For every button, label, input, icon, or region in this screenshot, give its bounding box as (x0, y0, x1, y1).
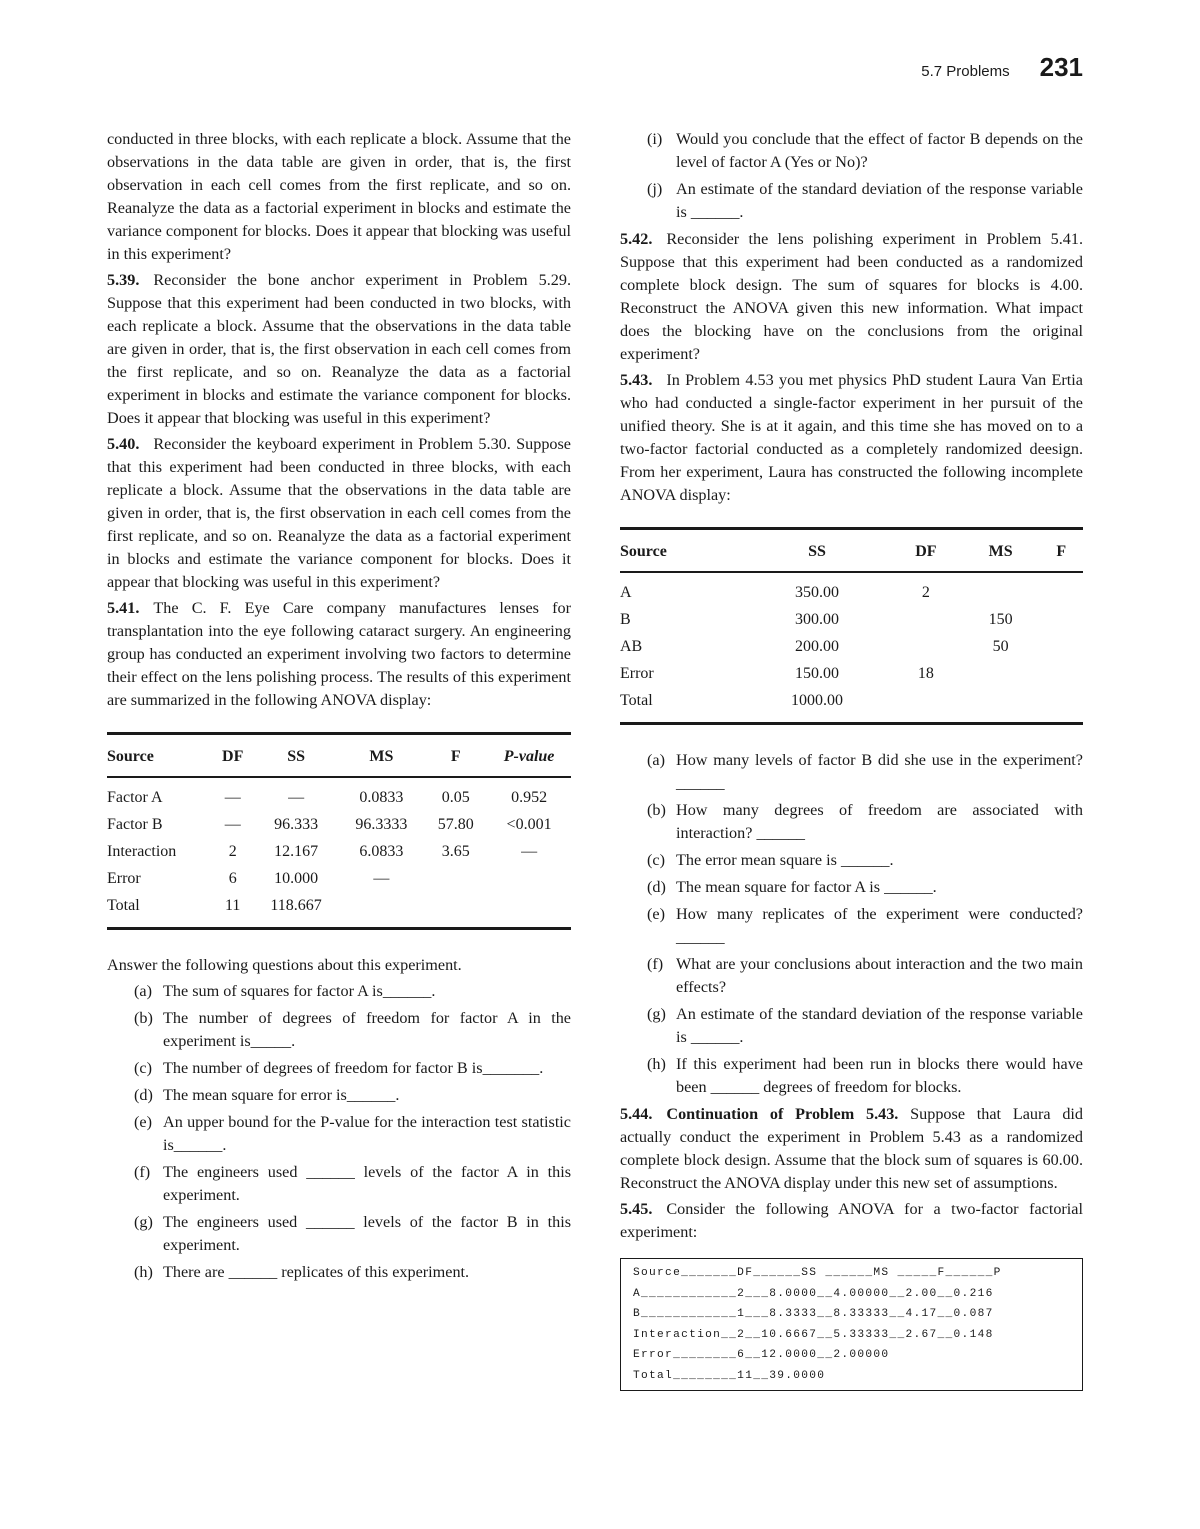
table-cell (962, 660, 1040, 687)
problem-number: 5.44. (620, 1105, 653, 1123)
anova-table-5-43 (620, 527, 1083, 725)
table-cell: 300.00 (794, 611, 839, 628)
table-cell (890, 687, 961, 724)
item-label: (d) (134, 1086, 153, 1104)
question-list-5-41-continued (620, 128, 1083, 224)
table-cell (424, 865, 487, 892)
table-cell (1040, 687, 1083, 724)
list-item (107, 1261, 571, 1284)
output-line: Source_______DF______SS ______MS _____F______P (633, 1267, 1002, 1279)
item-text: What are your conclusions about interaction and the two main effects? (676, 955, 1083, 996)
item-text: The mean square for error is______. (163, 1086, 400, 1104)
list-item (620, 1053, 1083, 1099)
table-cell: — (521, 843, 538, 860)
list-item (620, 849, 1083, 872)
item-text: The number of degrees of freedom for factor A in the experiment is_____. (163, 1009, 571, 1050)
table-cell: A (620, 584, 632, 601)
item-label: (e) (134, 1113, 152, 1131)
list-item (107, 1007, 571, 1053)
table-cell: Interaction (107, 843, 177, 860)
list-item (620, 953, 1083, 999)
item-text: If this experiment had been run in blocks there would have been ______ degrees of freedom for blocks. (676, 1055, 1083, 1096)
table-cell: 350.00 (794, 584, 839, 601)
table-cell: 11 (212, 892, 254, 929)
question-list-5-43 (620, 749, 1083, 1099)
item-text: The number of degrees of freedom for factor B is_______. (163, 1059, 544, 1077)
item-label: (a) (134, 982, 152, 1000)
table-row (107, 865, 571, 892)
item-label: (c) (134, 1059, 152, 1077)
output-line: B____________1___8.3333__8.33333__4.17__0.087 (633, 1308, 994, 1320)
problem-5-42 (620, 228, 1083, 366)
problem-number: 5.39. (107, 271, 140, 289)
item-text: An estimate of the standard deviation of the response variable is ______. (676, 1005, 1083, 1046)
problem-text: Suppose that Laura did actually conduct the experiment in Problem 5.43 as a randomized complete block design. Assume that the block sum of squares is 60.00. Reconstruct the ANOVA display under this new set of assumptions. (620, 1105, 1084, 1192)
table-cell (890, 606, 961, 633)
col-header: MS (339, 734, 425, 778)
table-row (620, 572, 1083, 606)
table-cell: <0.001 (506, 816, 552, 833)
item-text: Would you conclude that the effect of factor B depends on the level of factor A (Yes or No)? (676, 130, 1083, 171)
table-cell (1040, 633, 1083, 660)
problem-5-45 (620, 1198, 1083, 1244)
table-cell: 2 (228, 843, 237, 860)
list-item (107, 1111, 571, 1157)
table-cell (424, 892, 487, 929)
problem-number: 5.41. (107, 599, 140, 617)
list-item (107, 980, 571, 1003)
anova-output-5-45 (620, 1258, 1083, 1391)
table-cell (962, 687, 1040, 724)
problem-title: Continuation of Problem 5.43. (666, 1105, 899, 1123)
list-item (620, 749, 1083, 795)
table-cell: Factor A (107, 789, 163, 806)
item-label: (b) (134, 1009, 153, 1027)
table-cell: 96.3333 (355, 816, 408, 833)
item-text: The engineers used ______ levels of the factor A in this experiment. (163, 1163, 571, 1204)
table-cell: Factor B (107, 816, 163, 833)
problem-text: Reconsider the bone anchor experiment in Problem 5.29. Suppose that this experiment had been conducted in two blocks, with each replicate a block. Assume that the observations in the data table are given in order, that is, the first observation in each cell comes from the first replicate, and so on. Reanalyze the data as a factorial experiment in blocks and estimate the variance component for blocks. Does it appear that blocking was useful in this experiment? (107, 271, 571, 427)
table-cell: 2 (921, 584, 930, 601)
table-cell (1040, 660, 1083, 687)
table-cell (890, 633, 961, 660)
item-text: The mean square for factor A is ______. (676, 878, 937, 896)
page-number: 231 (1039, 52, 1083, 82)
table-cell: 0.0833 (359, 789, 404, 806)
item-label: (i) (647, 130, 663, 148)
item-label: (e) (647, 905, 665, 923)
table-cell: — (224, 816, 241, 833)
table-header-row (620, 529, 1083, 573)
item-text: The sum of squares for factor A is______. (163, 982, 436, 1000)
item-label: (j) (647, 180, 663, 198)
answer-intro: Answer the following questions about this experiment. (107, 956, 462, 974)
item-text: The engineers used ______ levels of the factor B in this experiment. (163, 1213, 571, 1254)
col-header: Source (107, 734, 212, 778)
col-header: SS (744, 529, 890, 573)
list-item (107, 1057, 571, 1080)
item-label: (b) (647, 801, 666, 819)
item-text: An estimate of the standard deviation of the response variable is ______. (676, 180, 1083, 221)
table-cell: 200.00 (794, 638, 839, 655)
problem-5-40 (107, 433, 571, 594)
item-label: (d) (647, 878, 666, 896)
output-line: Total________11__39.0000 (633, 1369, 826, 1382)
item-text: There are ______ replicates of this experiment. (163, 1263, 470, 1281)
table-cell (487, 892, 571, 929)
table-cell (339, 892, 425, 929)
problem-text: In Problem 4.53 you met physics PhD student Laura Van Ertia who had conducted a single-factor experiment in her pursuit of the unified theory. She is at it again, and this time she has moved on to a two-factor factorial conducted as a completely randomized deesign. From her experiment, Laura has constructed the following incomplete ANOVA display: (620, 371, 1083, 504)
table-cell: 150.00 (794, 665, 839, 682)
table-cell: 12.167 (274, 843, 319, 860)
problem-5-39 (107, 269, 571, 430)
running-header (921, 52, 1083, 83)
table-cell: Error (107, 870, 141, 887)
table-cell: Error (620, 665, 654, 682)
col-header: Source (620, 529, 744, 573)
item-label: (g) (647, 1005, 666, 1023)
left-column (107, 128, 571, 1288)
table-cell: 18 (917, 665, 934, 682)
problem-number: 5.40. (107, 435, 140, 453)
table-cell: — (288, 789, 305, 806)
table-cell: 96.333 (274, 816, 319, 833)
table-cell (1040, 606, 1083, 633)
table-cell: Total (107, 892, 212, 929)
item-text: An upper bound for the P-value for the interaction test statistic is______. (163, 1113, 571, 1154)
table-cell (962, 572, 1040, 606)
table-row (620, 606, 1083, 633)
section-title: 5.7 Problems (921, 63, 1010, 80)
table-row (620, 660, 1083, 687)
table-row (620, 687, 1083, 724)
table-cell: 150 (988, 611, 1013, 628)
table-cell: — (224, 789, 241, 806)
table-cell: Total (620, 687, 744, 724)
item-text: How many levels of factor B did she use in the experiment? ______ (676, 751, 1083, 792)
problem-text: The C. F. Eye Care company manufactures lenses for transplantation into the eye following cataract surgery. An engineering group has conducted an experiment involving two factors to determine their effect on the lens polishing process. The results of this experiment are summarized in the following ANOVA display: (107, 599, 571, 709)
anova-table-5-41 (107, 732, 571, 930)
table-cell: B (620, 611, 631, 628)
item-text: How many replicates of the experiment were conducted? ______ (676, 905, 1083, 946)
col-header: DF (212, 734, 254, 778)
table-cell: 57.80 (437, 816, 474, 833)
table-row (107, 811, 571, 838)
list-item (107, 1084, 571, 1107)
item-label: (c) (647, 851, 665, 869)
list-item (620, 128, 1083, 174)
output-line: Interaction__2__10.6667__5.33333__2.67__0.148 (633, 1328, 994, 1341)
list-item (620, 1003, 1083, 1049)
table-cell: 3.65 (441, 843, 470, 860)
item-label: (h) (647, 1055, 666, 1073)
col-header: DF (890, 529, 961, 573)
problem-538-continuation: conducted in three blocks, with each replicate a block. Assume that the observations in the data table are given in order, that is, the first observation in each cell comes from the first replicate, and so on. Reanalyze the data as a factorial experiment in blocks and estimate the variance component for blocks. Does it appear that blocking was useful in this experiment? (107, 130, 571, 263)
problem-number: 5.42. (620, 230, 653, 248)
table-header-row (107, 734, 571, 778)
item-label: (f) (647, 955, 664, 973)
output-line: A____________2___8.0000__4.00000__2.00__0.216 (633, 1287, 994, 1300)
table-cell: 10.000 (274, 870, 319, 887)
col-header: P-value (487, 734, 571, 778)
list-item (620, 876, 1083, 899)
item-label: (h) (134, 1263, 153, 1281)
problem-5-41 (107, 597, 571, 712)
list-item (107, 1211, 571, 1257)
question-list-5-41 (107, 980, 571, 1284)
list-item (107, 1161, 571, 1207)
table-cell: AB (620, 638, 643, 655)
problem-number: 5.43. (620, 371, 653, 389)
table-row (620, 633, 1083, 660)
item-text: The error mean square is ______. (676, 851, 894, 869)
table-row (107, 838, 571, 865)
problem-text: Reconsider the keyboard experiment in Problem 5.30. Suppose that this experiment had been conducted in three blocks, with each replicate a block. Assume that the observations in the data table are given in order, that is, the first observation in each cell comes from the first replicate, and so on. Reanalyze the data as a factorial experiment in blocks and estimate the variance component for blocks. Does it appear that blocking was useful in this experiment? (107, 435, 571, 591)
problem-5-44 (620, 1103, 1083, 1195)
problem-number: 5.45. (620, 1200, 653, 1218)
table-cell: 118.667 (254, 892, 339, 929)
table-cell: 6 (228, 870, 237, 887)
table-cell: 6.0833 (359, 843, 404, 860)
item-label: (a) (647, 751, 665, 769)
problem-5-43 (620, 369, 1083, 507)
item-label: (g) (134, 1213, 153, 1231)
list-item (620, 178, 1083, 224)
col-header: F (424, 734, 487, 778)
table-row (107, 777, 571, 811)
item-text: How many degrees of freedom are associated with interaction? ______ (676, 801, 1083, 842)
table-cell: 0.952 (511, 789, 548, 806)
table-cell (487, 865, 571, 892)
item-label: (f) (134, 1163, 151, 1181)
table-cell: 0.05 (441, 789, 470, 806)
col-header: SS (254, 734, 339, 778)
table-cell: 1000.00 (744, 687, 890, 724)
table-cell: 50 (992, 638, 1009, 655)
table-cell: — (373, 870, 390, 887)
list-item (620, 799, 1083, 845)
col-header: F (1040, 529, 1083, 573)
right-column (620, 128, 1083, 1391)
problem-text: Consider the following ANOVA for a two-factor factorial experiment: (620, 1200, 1083, 1241)
table-row (107, 892, 571, 929)
output-line: Error________6__12.0000__2.00000 (633, 1349, 890, 1361)
problem-text: Reconsider the lens polishing experiment in Problem 5.41. Suppose that this experiment had been conducted as a randomized complete block design. The sum of squares for blocks is 4.00. Reconstruct the ANOVA given this new information. What impact does the blocking have on the conclusions from the original experiment? (620, 230, 1083, 363)
list-item (620, 903, 1083, 949)
table-cell (1040, 572, 1083, 606)
col-header: MS (962, 529, 1040, 573)
